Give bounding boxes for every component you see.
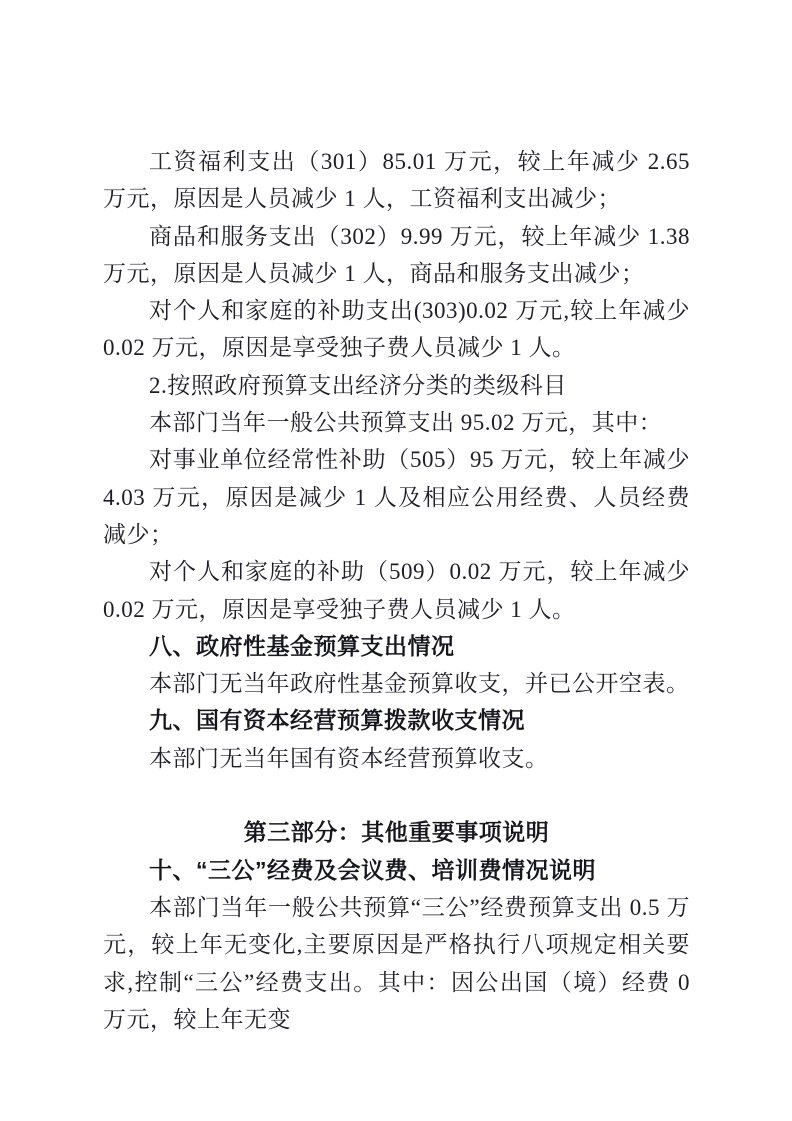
- document-paragraph: 本部门当年一般公共预算“三公”经费预算支出 0.5 万元，较上年无变化,主要原因是严格执行八项规定相关要求,控制“三公”经费支出。其中：因公出国（境）经费 0 万元，较上年无变: [103, 894, 690, 1032]
- section-heading: 十、“三公”经费及会议费、培训费情况说明: [149, 856, 596, 883]
- document-paragraph: 对个人和家庭的补助（509）0.02 万元，较上年减少 0.02 万元，原因是享受独子费人员减少 1 人。: [103, 559, 690, 622]
- part-title: 第三部分：其他重要事项说明: [243, 819, 550, 846]
- section-heading: 八、政府性基金预算支出情况: [149, 632, 455, 659]
- document-paragraph: 本部门当年一般公共预算支出 95.02 万元，其中：: [149, 410, 663, 436]
- section-heading: 九、国有资本经营预算拨款收支情况: [149, 707, 525, 734]
- document-paragraph: 本部门无当年政府性基金预算收支，并已公开空表。: [149, 671, 690, 697]
- document-paragraph: 商品和服务支出（302）9.99 万元，较上年减少 1.38 万元，原因是人员减少 1 人，商品和服务支出减少；: [103, 223, 690, 286]
- document-paragraph: 对事业单位经常性补助（505）95 万元，较上年减少 4.03 万元，原因是减少 1 人及相应公用经费、人员经费减少；: [103, 447, 690, 547]
- document-paragraph: 本部门无当年国有资本经营预算收支。: [149, 745, 549, 771]
- document-paragraph: 工资福利支出（301）85.01 万元，较上年减少 2.65 万元，原因是人员减少 1 人，工资福利支出减少；: [103, 149, 690, 212]
- blank-line: [103, 777, 690, 814]
- document-paragraph: 2.按照政府预算支出经济分类的类级科目: [149, 372, 567, 398]
- document-paragraph: 对个人和家庭的补助支出(303)0.02 万元,较上年减少 0.02 万元，原因是享受独子费人员减少 1 人。: [103, 298, 690, 361]
- document-content: [103, 143, 690, 1038]
